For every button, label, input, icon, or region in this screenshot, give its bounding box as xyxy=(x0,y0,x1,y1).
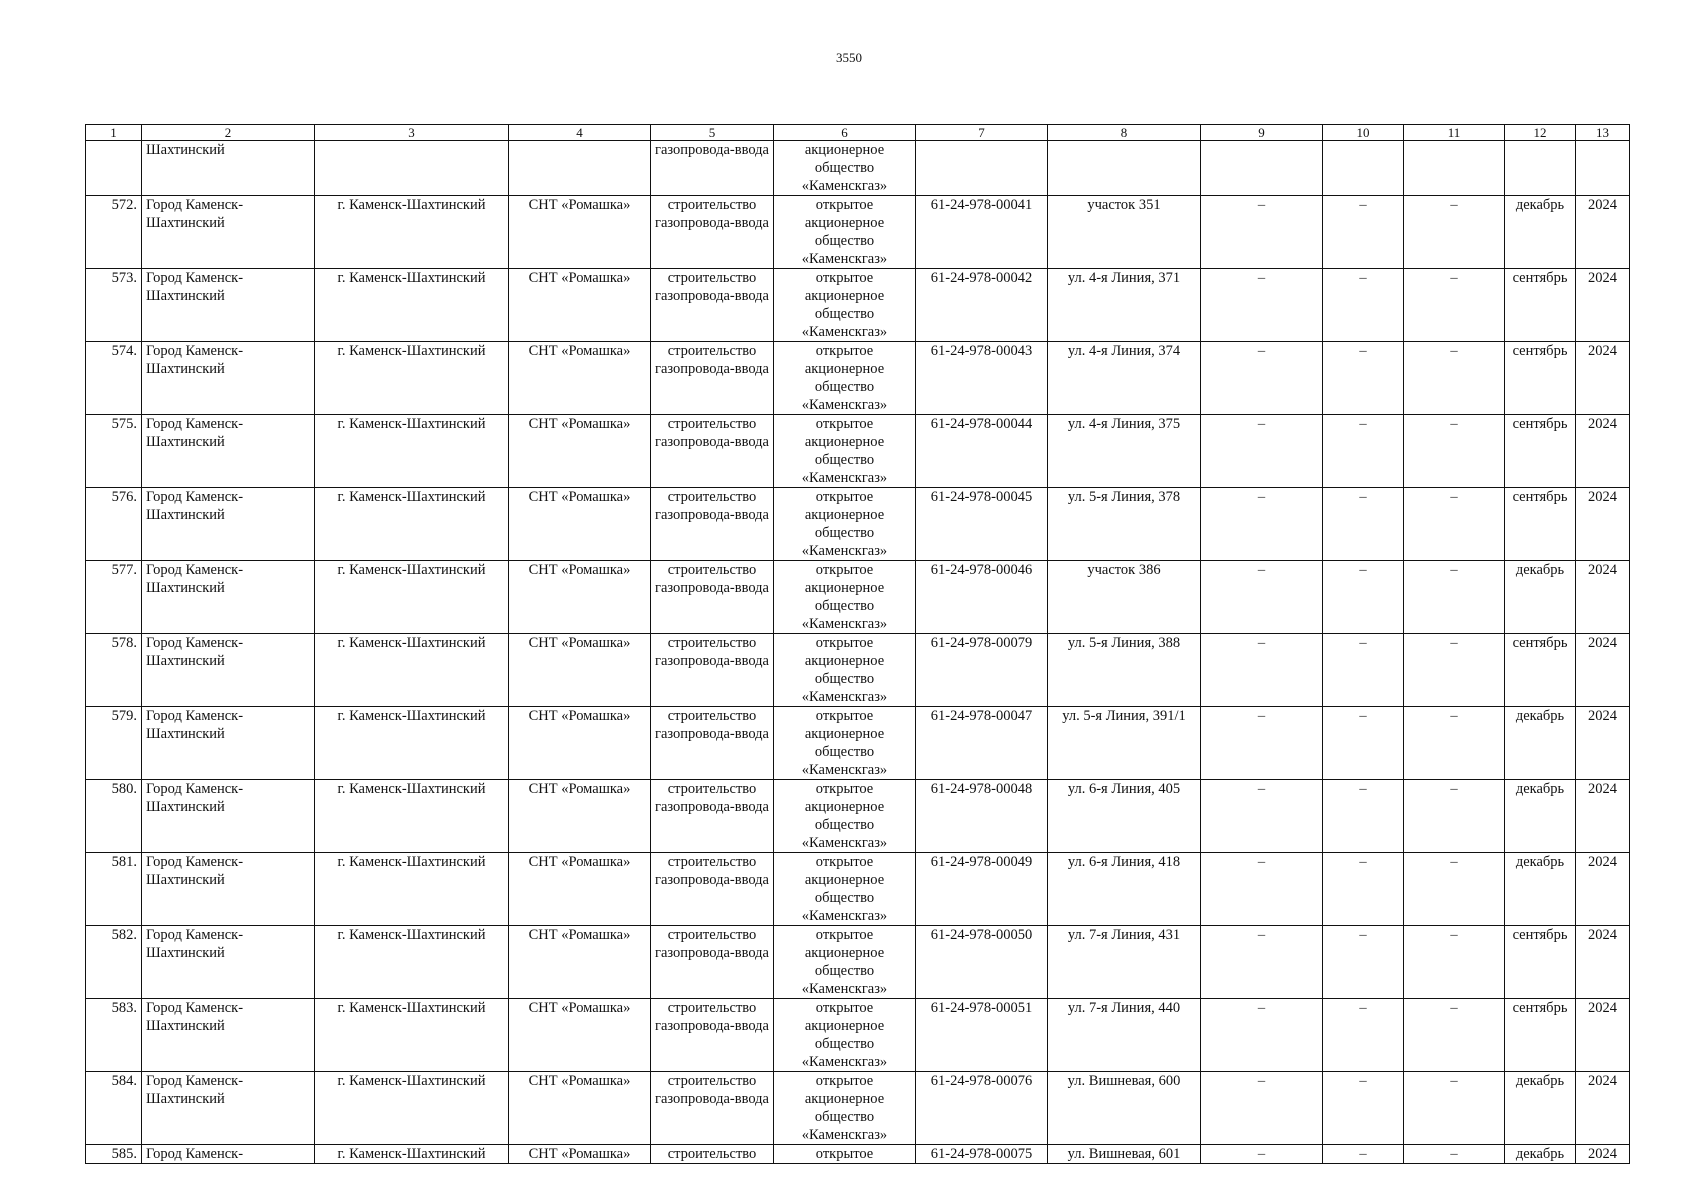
cell-month: декабрь xyxy=(1505,1072,1576,1145)
table-row xyxy=(86,1145,1630,1164)
cell-territory: СНТ «Ромашка» xyxy=(509,926,651,999)
table-header xyxy=(86,125,1630,141)
cell-col-10-value xyxy=(1323,141,1404,196)
cell-registry-code: 61-24-978-00043 xyxy=(916,342,1048,415)
cell-registry-code: 61-24-978-00046 xyxy=(916,561,1048,634)
cell-address: ул. 4-я Линия, 374 xyxy=(1048,342,1201,415)
cell-municipality: Город Каменск- xyxy=(142,1145,315,1164)
cell-year: 2024 xyxy=(1576,488,1630,561)
cell-address: ул. 4-я Линия, 375 xyxy=(1048,415,1201,488)
column-header-4: 4 xyxy=(509,125,651,141)
register-table xyxy=(85,124,1630,1164)
cell-col-9-value: – xyxy=(1201,1072,1323,1145)
cell-col-11-value: – xyxy=(1404,1145,1505,1164)
cell-row-number: 575. xyxy=(86,415,142,488)
cell-year: 2024 xyxy=(1576,415,1630,488)
cell-col-11-value: – xyxy=(1404,780,1505,853)
cell-territory: СНТ «Ромашка» xyxy=(509,488,651,561)
cell-settlement: г. Каменск-Шахтинский xyxy=(315,561,509,634)
cell-col-11-value: – xyxy=(1404,342,1505,415)
cell-address: участок 386 xyxy=(1048,561,1201,634)
cell-address: ул. Вишневая, 600 xyxy=(1048,1072,1201,1145)
cell-address: ул. 5-я Линия, 388 xyxy=(1048,634,1201,707)
cell-year: 2024 xyxy=(1576,926,1630,999)
cell-municipality: Шахтинский xyxy=(142,141,315,196)
cell-organization: открытое акционерное общество «Каменскгаз» xyxy=(774,561,916,634)
cell-row-number: 576. xyxy=(86,488,142,561)
cell-row-number: 580. xyxy=(86,780,142,853)
cell-row-number: 584. xyxy=(86,1072,142,1145)
cell-col-11-value: – xyxy=(1404,634,1505,707)
cell-work-type: строительство газопровода-ввода xyxy=(651,707,774,780)
cell-row-number: 573. xyxy=(86,269,142,342)
cell-registry-code: 61-24-978-00044 xyxy=(916,415,1048,488)
cell-work-type: строительство газопровода-ввода xyxy=(651,196,774,269)
cell-year xyxy=(1576,141,1630,196)
table-body xyxy=(86,141,1630,1164)
table-row xyxy=(86,853,1630,926)
column-number-row xyxy=(86,125,1630,141)
cell-work-type: строительство газопровода-ввода xyxy=(651,853,774,926)
cell-organization: акционерное общество «Каменскгаз» xyxy=(774,141,916,196)
cell-registry-code xyxy=(916,141,1048,196)
column-header-2: 2 xyxy=(142,125,315,141)
cell-col-10-value: – xyxy=(1323,634,1404,707)
cell-col-11-value: – xyxy=(1404,1072,1505,1145)
cell-month: сентябрь xyxy=(1505,999,1576,1072)
cell-year: 2024 xyxy=(1576,196,1630,269)
cell-col-11-value: – xyxy=(1404,415,1505,488)
cell-organization: открытое акционерное общество «Каменскгаз» xyxy=(774,488,916,561)
cell-registry-code: 61-24-978-00049 xyxy=(916,853,1048,926)
table-row xyxy=(86,342,1630,415)
column-header-12: 12 xyxy=(1505,125,1576,141)
cell-work-type: строительство газопровода-ввода xyxy=(651,342,774,415)
cell-organization: открытое xyxy=(774,1145,916,1164)
cell-work-type: строительство xyxy=(651,1145,774,1164)
cell-address: участок 351 xyxy=(1048,196,1201,269)
cell-territory: СНТ «Ромашка» xyxy=(509,634,651,707)
cell-municipality: Город Каменск-Шахтинский xyxy=(142,853,315,926)
cell-settlement: г. Каменск-Шахтинский xyxy=(315,1145,509,1164)
cell-registry-code: 61-24-978-00048 xyxy=(916,780,1048,853)
cell-territory: СНТ «Ромашка» xyxy=(509,999,651,1072)
cell-row-number: 585. xyxy=(86,1145,142,1164)
cell-month: сентябрь xyxy=(1505,269,1576,342)
cell-col-9-value: – xyxy=(1201,561,1323,634)
cell-territory: СНТ «Ромашка» xyxy=(509,1145,651,1164)
cell-work-type: строительство газопровода-ввода xyxy=(651,415,774,488)
cell-settlement: г. Каменск-Шахтинский xyxy=(315,853,509,926)
table-row xyxy=(86,196,1630,269)
cell-municipality: Город Каменск-Шахтинский xyxy=(142,415,315,488)
cell-year: 2024 xyxy=(1576,634,1630,707)
cell-year: 2024 xyxy=(1576,853,1630,926)
cell-settlement: г. Каменск-Шахтинский xyxy=(315,634,509,707)
cell-municipality: Город Каменск-Шахтинский xyxy=(142,780,315,853)
cell-col-9-value: – xyxy=(1201,853,1323,926)
cell-organization: открытое акционерное общество «Каменскгаз» xyxy=(774,707,916,780)
cell-registry-code: 61-24-978-00076 xyxy=(916,1072,1048,1145)
cell-work-type: строительство газопровода-ввода xyxy=(651,269,774,342)
cell-registry-code: 61-24-978-00041 xyxy=(916,196,1048,269)
cell-organization: открытое акционерное общество «Каменскгаз» xyxy=(774,780,916,853)
column-header-11: 11 xyxy=(1404,125,1505,141)
cell-settlement: г. Каменск-Шахтинский xyxy=(315,415,509,488)
cell-territory: СНТ «Ромашка» xyxy=(509,196,651,269)
cell-col-10-value: – xyxy=(1323,269,1404,342)
cell-month: декабрь xyxy=(1505,1145,1576,1164)
cell-work-type: строительство газопровода-ввода xyxy=(651,488,774,561)
cell-year: 2024 xyxy=(1576,1145,1630,1164)
cell-month: декабрь xyxy=(1505,853,1576,926)
column-header-13: 13 xyxy=(1576,125,1630,141)
cell-month: декабрь xyxy=(1505,707,1576,780)
cell-col-10-value: – xyxy=(1323,707,1404,780)
cell-settlement xyxy=(315,141,509,196)
table-row xyxy=(86,634,1630,707)
cell-organization: открытое акционерное общество «Каменскгаз» xyxy=(774,196,916,269)
cell-col-9-value: – xyxy=(1201,707,1323,780)
table-row xyxy=(86,999,1630,1072)
cell-municipality: Город Каменск-Шахтинский xyxy=(142,926,315,999)
cell-year: 2024 xyxy=(1576,780,1630,853)
cell-row-number: 578. xyxy=(86,634,142,707)
cell-territory: СНТ «Ромашка» xyxy=(509,1072,651,1145)
cell-month: декабрь xyxy=(1505,196,1576,269)
cell-organization: открытое акционерное общество «Каменскгаз» xyxy=(774,853,916,926)
cell-col-10-value: – xyxy=(1323,999,1404,1072)
cell-col-11-value: – xyxy=(1404,196,1505,269)
cell-territory: СНТ «Ромашка» xyxy=(509,707,651,780)
table-row xyxy=(86,269,1630,342)
column-header-1: 1 xyxy=(86,125,142,141)
cell-organization: открытое акционерное общество «Каменскгаз» xyxy=(774,415,916,488)
cell-col-11-value: – xyxy=(1404,488,1505,561)
cell-territory: СНТ «Ромашка» xyxy=(509,853,651,926)
cell-col-11-value xyxy=(1404,141,1505,196)
cell-month: сентябрь xyxy=(1505,926,1576,999)
cell-territory: СНТ «Ромашка» xyxy=(509,561,651,634)
cell-municipality: Город Каменск-Шахтинский xyxy=(142,488,315,561)
cell-organization: открытое акционерное общество «Каменскгаз» xyxy=(774,926,916,999)
cell-organization: открытое акционерное общество «Каменскгаз» xyxy=(774,342,916,415)
cell-address: ул. 6-я Линия, 405 xyxy=(1048,780,1201,853)
cell-settlement: г. Каменск-Шахтинский xyxy=(315,342,509,415)
cell-territory: СНТ «Ромашка» xyxy=(509,415,651,488)
cell-municipality: Город Каменск-Шахтинский xyxy=(142,342,315,415)
cell-col-10-value: – xyxy=(1323,488,1404,561)
cell-month: декабрь xyxy=(1505,780,1576,853)
table-row xyxy=(86,1072,1630,1145)
cell-month: сентябрь xyxy=(1505,415,1576,488)
table-row-continuation xyxy=(86,141,1630,196)
cell-work-type: строительство газопровода-ввода xyxy=(651,634,774,707)
cell-address: ул. 7-я Линия, 440 xyxy=(1048,999,1201,1072)
cell-settlement: г. Каменск-Шахтинский xyxy=(315,999,509,1072)
cell-col-10-value: – xyxy=(1323,196,1404,269)
table-row xyxy=(86,780,1630,853)
cell-month: декабрь xyxy=(1505,561,1576,634)
cell-work-type: строительство газопровода-ввода xyxy=(651,999,774,1072)
cell-work-type: газопровода-ввода xyxy=(651,141,774,196)
cell-col-11-value: – xyxy=(1404,269,1505,342)
cell-year: 2024 xyxy=(1576,342,1630,415)
cell-col-9-value xyxy=(1201,141,1323,196)
cell-address: ул. 7-я Линия, 431 xyxy=(1048,926,1201,999)
cell-col-11-value: – xyxy=(1404,999,1505,1072)
column-header-3: 3 xyxy=(315,125,509,141)
cell-year: 2024 xyxy=(1576,1072,1630,1145)
cell-municipality: Город Каменск-Шахтинский xyxy=(142,269,315,342)
cell-row-number: 582. xyxy=(86,926,142,999)
cell-organization: открытое акционерное общество «Каменскгаз» xyxy=(774,999,916,1072)
cell-month: сентябрь xyxy=(1505,634,1576,707)
cell-address xyxy=(1048,141,1201,196)
cell-row-number: 581. xyxy=(86,853,142,926)
cell-col-9-value: – xyxy=(1201,342,1323,415)
cell-registry-code: 61-24-978-00042 xyxy=(916,269,1048,342)
cell-territory: СНТ «Ромашка» xyxy=(509,269,651,342)
cell-municipality: Город Каменск-Шахтинский xyxy=(142,634,315,707)
cell-registry-code: 61-24-978-00079 xyxy=(916,634,1048,707)
table-row xyxy=(86,707,1630,780)
page-number: 3550 xyxy=(836,50,862,65)
cell-work-type: строительство газопровода-ввода xyxy=(651,926,774,999)
cell-territory xyxy=(509,141,651,196)
cell-settlement: г. Каменск-Шахтинский xyxy=(315,780,509,853)
cell-col-10-value: – xyxy=(1323,780,1404,853)
cell-registry-code: 61-24-978-00051 xyxy=(916,999,1048,1072)
cell-row-number xyxy=(86,141,142,196)
cell-organization: открытое акционерное общество «Каменскгаз» xyxy=(774,269,916,342)
cell-row-number: 579. xyxy=(86,707,142,780)
cell-address: ул. 5-я Линия, 391/1 xyxy=(1048,707,1201,780)
table-row xyxy=(86,926,1630,999)
cell-col-9-value: – xyxy=(1201,1145,1323,1164)
column-header-10: 10 xyxy=(1323,125,1404,141)
cell-registry-code: 61-24-978-00045 xyxy=(916,488,1048,561)
column-header-9: 9 xyxy=(1201,125,1323,141)
cell-col-10-value: – xyxy=(1323,342,1404,415)
column-header-7: 7 xyxy=(916,125,1048,141)
table-row xyxy=(86,415,1630,488)
cell-month: сентябрь xyxy=(1505,342,1576,415)
cell-year: 2024 xyxy=(1576,561,1630,634)
cell-month: сентябрь xyxy=(1505,488,1576,561)
cell-settlement: г. Каменск-Шахтинский xyxy=(315,707,509,780)
cell-col-11-value: – xyxy=(1404,707,1505,780)
cell-col-9-value: – xyxy=(1201,926,1323,999)
cell-settlement: г. Каменск-Шахтинский xyxy=(315,926,509,999)
cell-municipality: Город Каменск-Шахтинский xyxy=(142,999,315,1072)
column-header-6: 6 xyxy=(774,125,916,141)
cell-municipality: Город Каменск-Шахтинский xyxy=(142,1072,315,1145)
cell-work-type: строительство газопровода-ввода xyxy=(651,561,774,634)
cell-settlement: г. Каменск-Шахтинский xyxy=(315,1072,509,1145)
cell-settlement: г. Каменск-Шахтинский xyxy=(315,269,509,342)
cell-address: ул. 5-я Линия, 378 xyxy=(1048,488,1201,561)
cell-month xyxy=(1505,141,1576,196)
cell-col-11-value: – xyxy=(1404,561,1505,634)
cell-settlement: г. Каменск-Шахтинский xyxy=(315,196,509,269)
cell-col-10-value: – xyxy=(1323,926,1404,999)
cell-year: 2024 xyxy=(1576,707,1630,780)
cell-col-10-value: – xyxy=(1323,561,1404,634)
cell-col-10-value: – xyxy=(1323,415,1404,488)
cell-col-9-value: – xyxy=(1201,999,1323,1072)
cell-work-type: строительство газопровода-ввода xyxy=(651,780,774,853)
cell-municipality: Город Каменск-Шахтинский xyxy=(142,561,315,634)
cell-col-11-value: – xyxy=(1404,853,1505,926)
cell-col-9-value: – xyxy=(1201,780,1323,853)
cell-municipality: Город Каменск-Шахтинский xyxy=(142,707,315,780)
cell-work-type: строительство газопровода-ввода xyxy=(651,1072,774,1145)
cell-registry-code: 61-24-978-00050 xyxy=(916,926,1048,999)
cell-row-number: 572. xyxy=(86,196,142,269)
cell-organization: открытое акционерное общество «Каменскгаз» xyxy=(774,634,916,707)
cell-year: 2024 xyxy=(1576,999,1630,1072)
cell-col-10-value: – xyxy=(1323,1145,1404,1164)
cell-col-9-value: – xyxy=(1201,634,1323,707)
cell-territory: СНТ «Ромашка» xyxy=(509,342,651,415)
cell-col-9-value: – xyxy=(1201,488,1323,561)
cell-address: ул. 6-я Линия, 418 xyxy=(1048,853,1201,926)
cell-address: ул. Вишневая, 601 xyxy=(1048,1145,1201,1164)
cell-col-9-value: – xyxy=(1201,196,1323,269)
cell-settlement: г. Каменск-Шахтинский xyxy=(315,488,509,561)
cell-col-10-value: – xyxy=(1323,853,1404,926)
cell-col-9-value: – xyxy=(1201,269,1323,342)
cell-address: ул. 4-я Линия, 371 xyxy=(1048,269,1201,342)
cell-col-9-value: – xyxy=(1201,415,1323,488)
cell-registry-code: 61-24-978-00047 xyxy=(916,707,1048,780)
cell-row-number: 577. xyxy=(86,561,142,634)
cell-col-11-value: – xyxy=(1404,926,1505,999)
column-header-5: 5 xyxy=(651,125,774,141)
table-row xyxy=(86,488,1630,561)
cell-territory: СНТ «Ромашка» xyxy=(509,780,651,853)
cell-row-number: 574. xyxy=(86,342,142,415)
column-header-8: 8 xyxy=(1048,125,1201,141)
cell-row-number: 583. xyxy=(86,999,142,1072)
cell-year: 2024 xyxy=(1576,269,1630,342)
cell-organization: открытое акционерное общество «Каменскгаз» xyxy=(774,1072,916,1145)
cell-col-10-value: – xyxy=(1323,1072,1404,1145)
table-row xyxy=(86,561,1630,634)
cell-municipality: Город Каменск-Шахтинский xyxy=(142,196,315,269)
cell-registry-code: 61-24-978-00075 xyxy=(916,1145,1048,1164)
